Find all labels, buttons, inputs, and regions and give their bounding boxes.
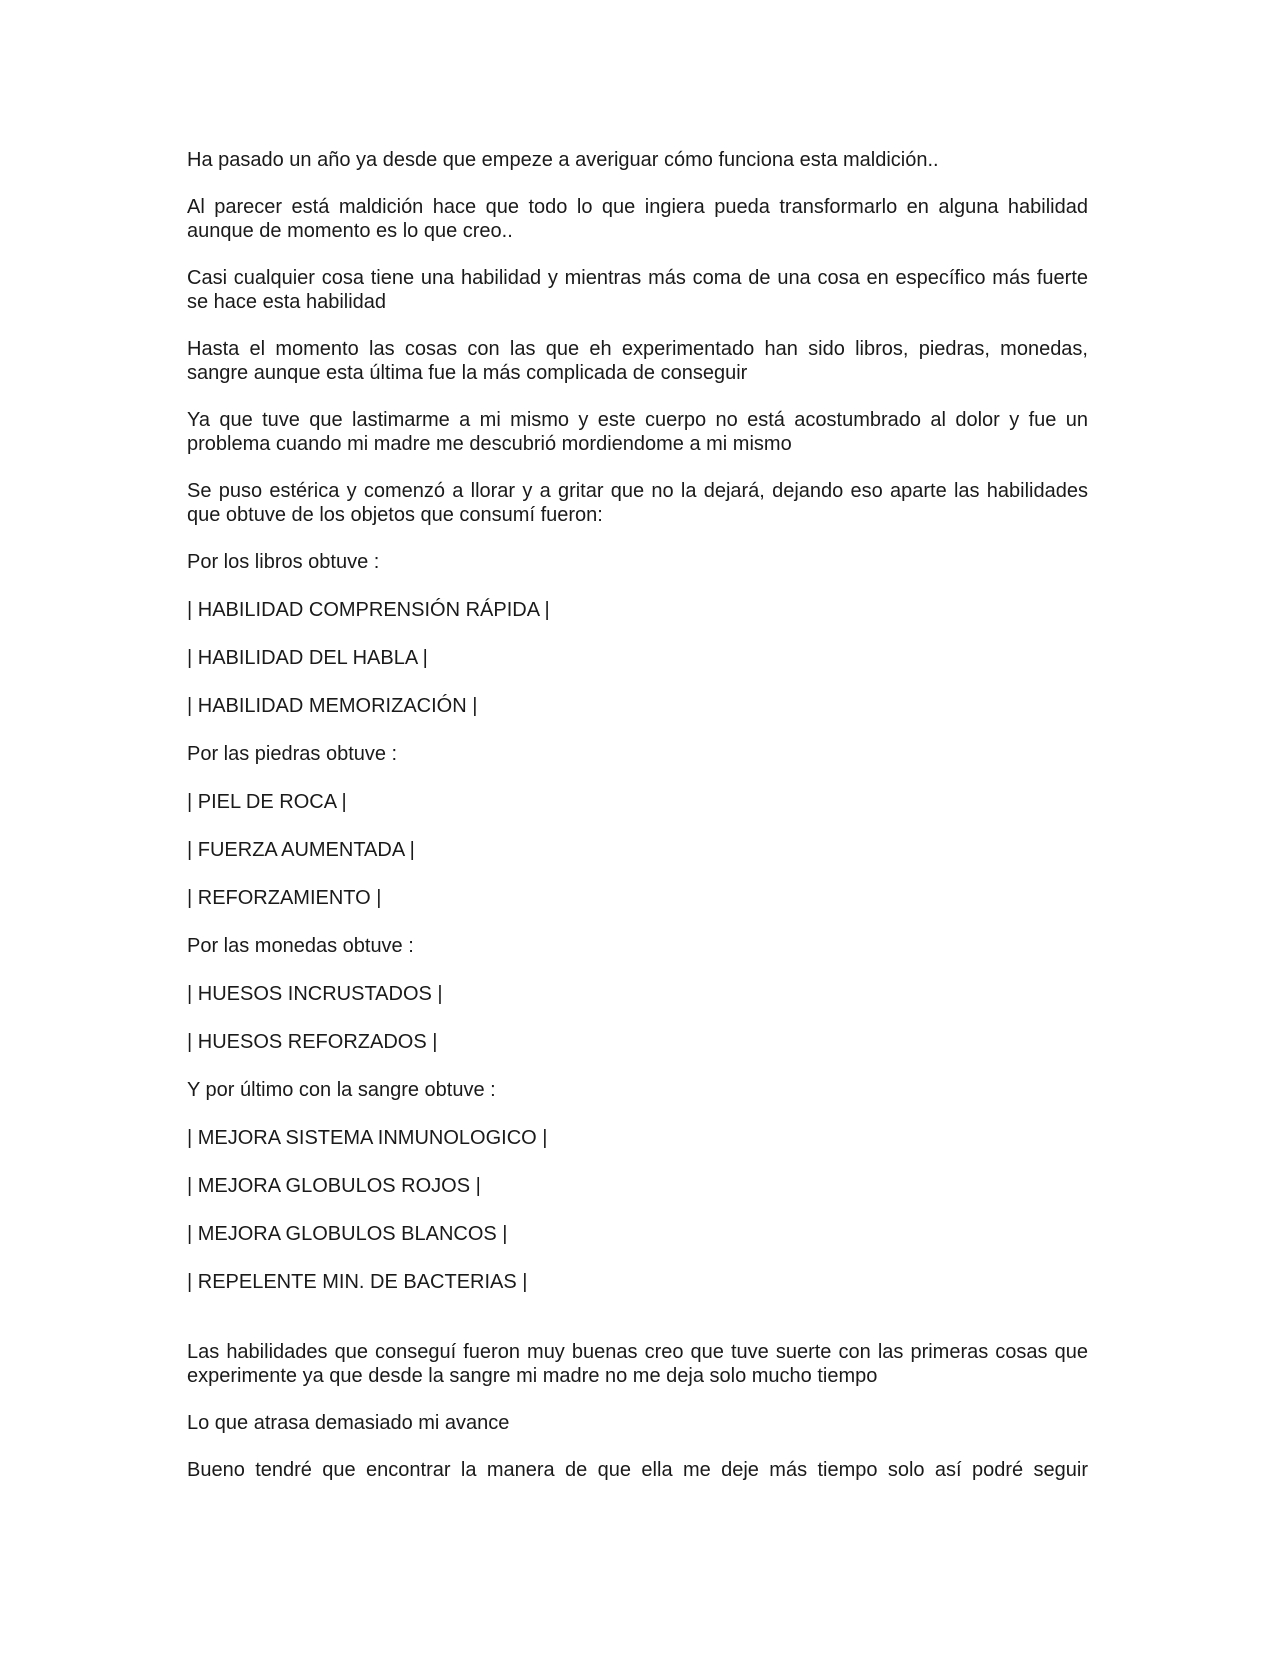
paragraph-4: Hasta el momento las cosas con las que eh experimentado han sido libros, piedras, monedas, sangre aunque esta última fue la más complicada de conseguir [187,338,1088,384]
paragraph-2: Al parecer está maldición hace que todo lo que ingiera pueda transformarlo en alguna habilidad aunque de momento es lo que creo.. [187,196,1088,242]
group-heading-coins: Por las monedas obtuve : [187,935,414,957]
skill-item: | HABILIDAD MEMORIZACIÓN | [187,695,478,717]
skill-item: | HUESOS REFORZADOS | [187,1031,438,1053]
skill-item: | MEJORA SISTEMA INMUNOLOGICO | [187,1127,548,1149]
document-body [187,148,1088,1505]
skill-item: | MEJORA GLOBULOS BLANCOS | [187,1223,508,1245]
closing-paragraph-3: Bueno tendré que encontrar la manera de que ella me deje más tiempo solo así podré seguir [187,1459,1088,1481]
skill-item: | HUESOS INCRUSTADOS | [187,983,443,1005]
skill-item: | REPELENTE MIN. DE BACTERIAS | [187,1271,528,1293]
paragraph-5: Ya que tuve que lastimarme a mi mismo y este cuerpo no está acostumbrado al dolor y fue un problema cuando mi madre me descubrió mordiendome a mi mismo [187,409,1088,455]
skill-item: | PIEL DE ROCA | [187,791,347,813]
paragraph-1: Ha pasado un año ya desde que empeze a averiguar cómo funciona esta maldición.. [187,149,939,171]
group-heading-blood: Y por último con la sangre obtuve : [187,1079,496,1101]
skill-item: | MEJORA GLOBULOS ROJOS | [187,1175,481,1197]
group-heading-books: Por los libros obtuve : [187,551,380,573]
closing-paragraph-2: Lo que atrasa demasiado mi avance [187,1412,510,1434]
paragraph-6: Se puso estérica y comenzó a llorar y a gritar que no la dejará, dejando eso aparte las habilidades que obtuve de los objetos que consumí fueron: [187,480,1088,526]
skill-item: | REFORZAMIENTO | [187,887,382,909]
skill-item: | FUERZA AUMENTADA | [187,839,415,861]
group-heading-stones: Por las piedras obtuve : [187,743,398,765]
closing-paragraph-1: Las habilidades que conseguí fueron muy buenas creo que tuve suerte con las primeras cosas que experimente ya que desde la sangre mi madre no me deja solo mucho tiempo [187,1341,1088,1387]
paragraph-3: Casi cualquier cosa tiene una habilidad y mientras más coma de una cosa en específico más fuerte se hace esta habilidad [187,267,1088,313]
skill-item: | HABILIDAD DEL HABLA | [187,647,428,669]
skill-item: | HABILIDAD COMPRENSIÓN RÁPIDA | [187,599,550,621]
